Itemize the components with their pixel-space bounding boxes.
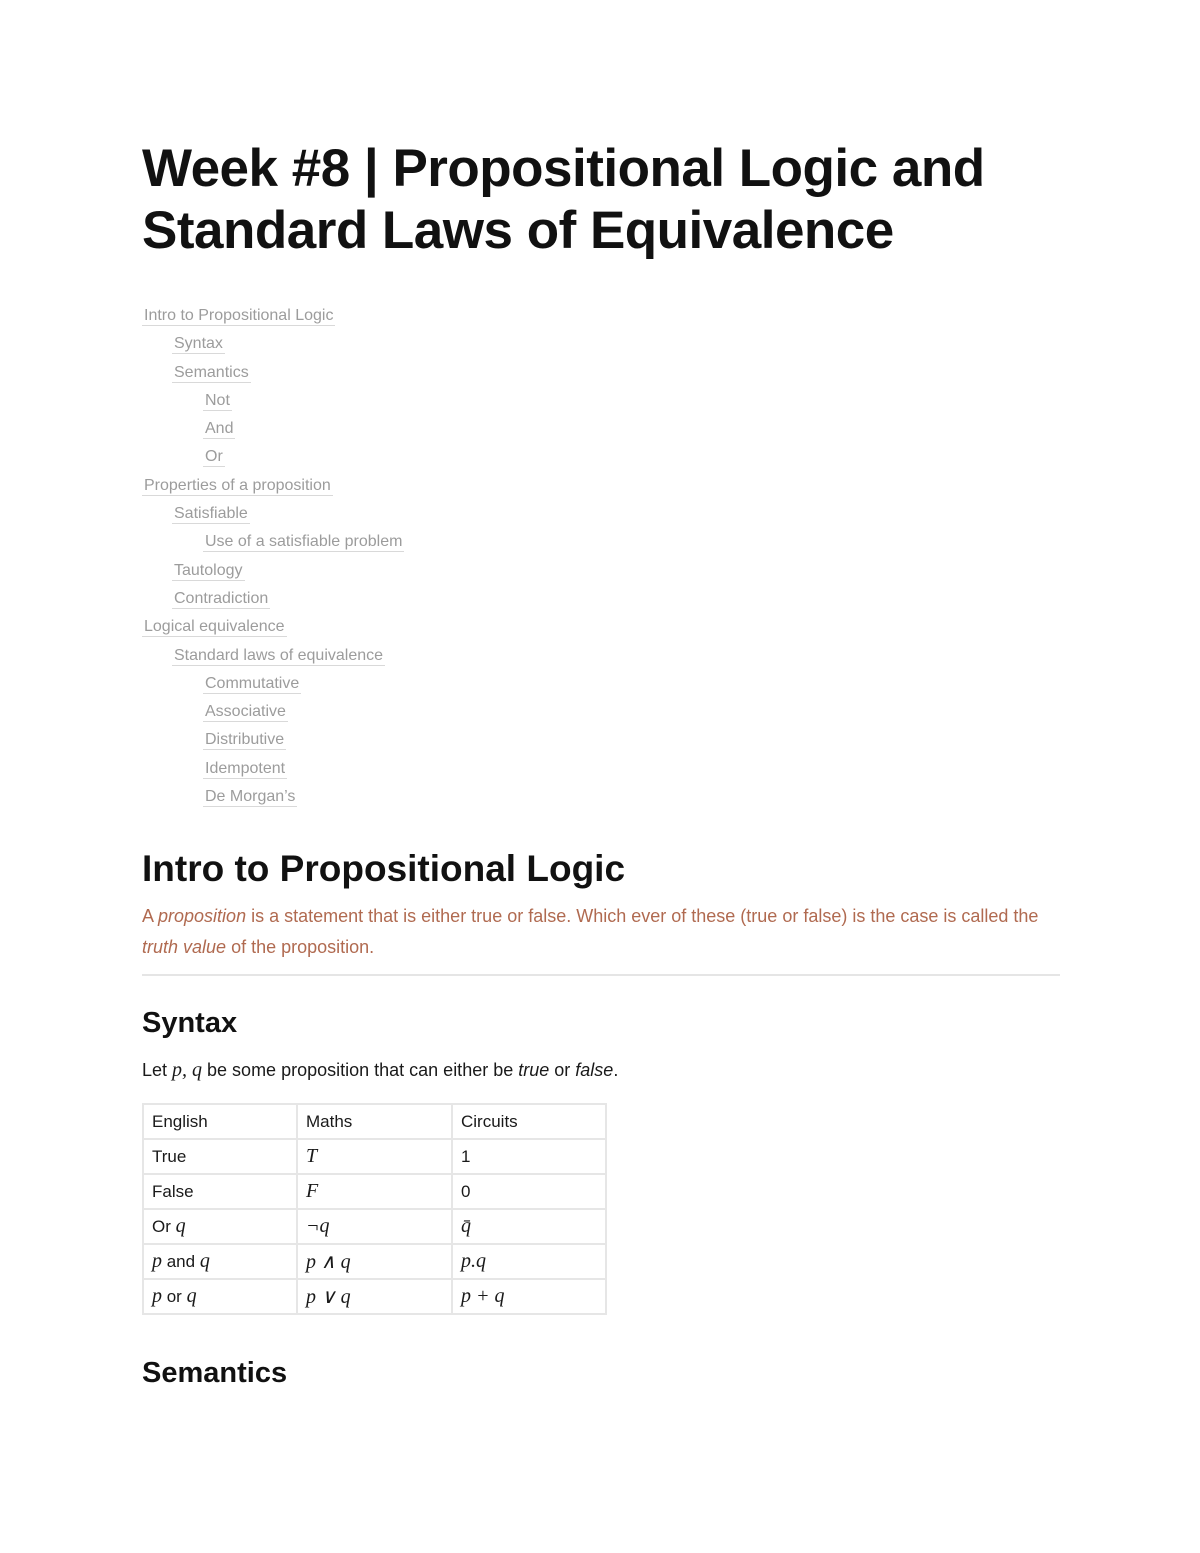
table-cell-english	[143, 1174, 297, 1209]
table-cell-maths	[297, 1279, 452, 1314]
math-expression: q	[175, 1215, 186, 1237]
toc-item	[142, 529, 404, 557]
syntax-table	[142, 1103, 607, 1315]
math-expression: ¬q	[306, 1215, 330, 1237]
toc-item	[142, 388, 404, 416]
toc-link[interactable]: Satisfiable	[174, 505, 248, 523]
toc-link[interactable]: And	[205, 420, 234, 438]
table-header-row	[143, 1104, 606, 1139]
intro-callout-text	[142, 901, 1060, 963]
math-vars: p, q	[172, 1059, 203, 1081]
table-cell-circuits	[452, 1209, 606, 1244]
cell-text: False	[152, 1181, 194, 1201]
toc-link[interactable]: Intro to Propositional Logic	[144, 307, 334, 324]
toc-link[interactable]: Commutative	[205, 674, 300, 692]
math-expression: q	[199, 1250, 210, 1272]
toc-item	[142, 699, 404, 727]
toc-item	[142, 756, 404, 784]
math-expression: p	[152, 1250, 162, 1272]
section-heading-intro: Intro to Propositional Logic	[142, 848, 626, 889]
table-of-contents	[142, 303, 404, 812]
toc-link[interactable]: Syntax	[174, 335, 223, 353]
toc-link[interactable]: Associative	[205, 703, 286, 721]
page-title: Week #8 | Propositional Logic and Standard Laws of Equivalence	[142, 139, 985, 260]
term-proposition: proposition	[158, 906, 247, 926]
term-false: false	[575, 1060, 614, 1080]
cell-text: or	[162, 1287, 187, 1306]
table-cell-circuits	[452, 1139, 606, 1174]
math-expression: p ∨ q	[306, 1286, 351, 1308]
intro-text-part: of the proposition.	[226, 937, 375, 957]
toc-link[interactable]: Standard laws of equivalence	[174, 646, 384, 664]
table-cell-english	[143, 1244, 297, 1279]
toc-link[interactable]: Or	[205, 448, 223, 466]
toc-item	[142, 416, 404, 444]
toc-item	[142, 360, 404, 388]
toc-link[interactable]: Not	[205, 391, 230, 409]
table-row	[143, 1174, 606, 1209]
math-expression: p + q	[461, 1285, 505, 1307]
table-cell-circuits	[452, 1279, 606, 1314]
math-expression: p.q	[461, 1250, 486, 1272]
toc-item	[142, 614, 404, 642]
table-header-cell: Circuits	[452, 1104, 606, 1139]
table-row	[143, 1209, 606, 1244]
toc-item	[142, 784, 404, 812]
toc-link[interactable]: Contradiction	[174, 589, 269, 607]
table-cell-circuits	[452, 1244, 606, 1279]
toc-link[interactable]: Tautology	[174, 561, 243, 579]
cell-text: and	[162, 1252, 200, 1271]
table-row	[143, 1279, 606, 1314]
toc-item	[142, 444, 404, 472]
toc-item	[142, 558, 404, 586]
table-cell-maths	[297, 1139, 452, 1174]
table-row	[143, 1139, 606, 1174]
divider	[142, 974, 1060, 976]
syntax-text-part: Let	[142, 1060, 173, 1080]
table-header-cell: Maths	[297, 1104, 452, 1139]
cell-text: Or	[152, 1217, 176, 1236]
toc-link[interactable]: Distributive	[205, 731, 285, 749]
syntax-text-part: .	[613, 1060, 619, 1080]
toc-item	[142, 586, 404, 614]
table-cell-maths	[297, 1244, 452, 1279]
toc-item	[142, 473, 404, 501]
syntax-text-part: be some proposition that can either be	[202, 1060, 519, 1080]
section-heading-syntax: Syntax	[142, 1007, 238, 1039]
intro-text-part: is a statement that is either true or false. Which ever of these (true or false) is the case is called the	[246, 906, 1039, 926]
toc-link[interactable]: Properties of a proposition	[144, 476, 331, 494]
table-cell-english	[143, 1279, 297, 1314]
toc-link[interactable]: Logical equivalence	[144, 618, 285, 636]
math-expression: q	[186, 1285, 197, 1307]
cell-text: 0	[461, 1181, 471, 1201]
math-expression: p	[152, 1285, 162, 1307]
table-cell-maths	[297, 1174, 452, 1209]
toc-item	[142, 331, 404, 359]
term-true: true	[518, 1060, 550, 1080]
toc-item	[142, 501, 404, 529]
table-cell-maths	[297, 1209, 452, 1244]
table-cell-english	[143, 1209, 297, 1244]
section-heading-semantics: Semantics	[142, 1357, 288, 1389]
cell-text: 1	[461, 1146, 471, 1166]
toc-item	[142, 303, 404, 331]
table-cell-english	[143, 1139, 297, 1174]
toc-item	[142, 671, 404, 699]
math-expression: p ∧ q	[306, 1251, 351, 1273]
math-expression: F	[306, 1180, 319, 1202]
table-header-cell: English	[143, 1104, 297, 1139]
term-truth-value: truth value	[142, 937, 227, 957]
math-expression: T	[306, 1145, 318, 1167]
toc-link[interactable]: Idempotent	[205, 759, 286, 777]
toc-link[interactable]: De Morgan’s	[205, 788, 296, 806]
toc-item	[142, 727, 404, 755]
intro-text-part: A	[142, 906, 159, 926]
toc-link[interactable]: Use of a satisfiable problem	[205, 533, 403, 551]
syntax-text-part: or	[549, 1060, 576, 1080]
syntax-sentence	[142, 1056, 618, 1084]
table-row	[143, 1244, 606, 1279]
table-cell-circuits	[452, 1174, 606, 1209]
toc-link[interactable]: Semantics	[174, 363, 249, 381]
cell-text: True	[152, 1146, 187, 1166]
toc-item	[142, 643, 404, 671]
math-expression: q̄	[461, 1215, 471, 1237]
